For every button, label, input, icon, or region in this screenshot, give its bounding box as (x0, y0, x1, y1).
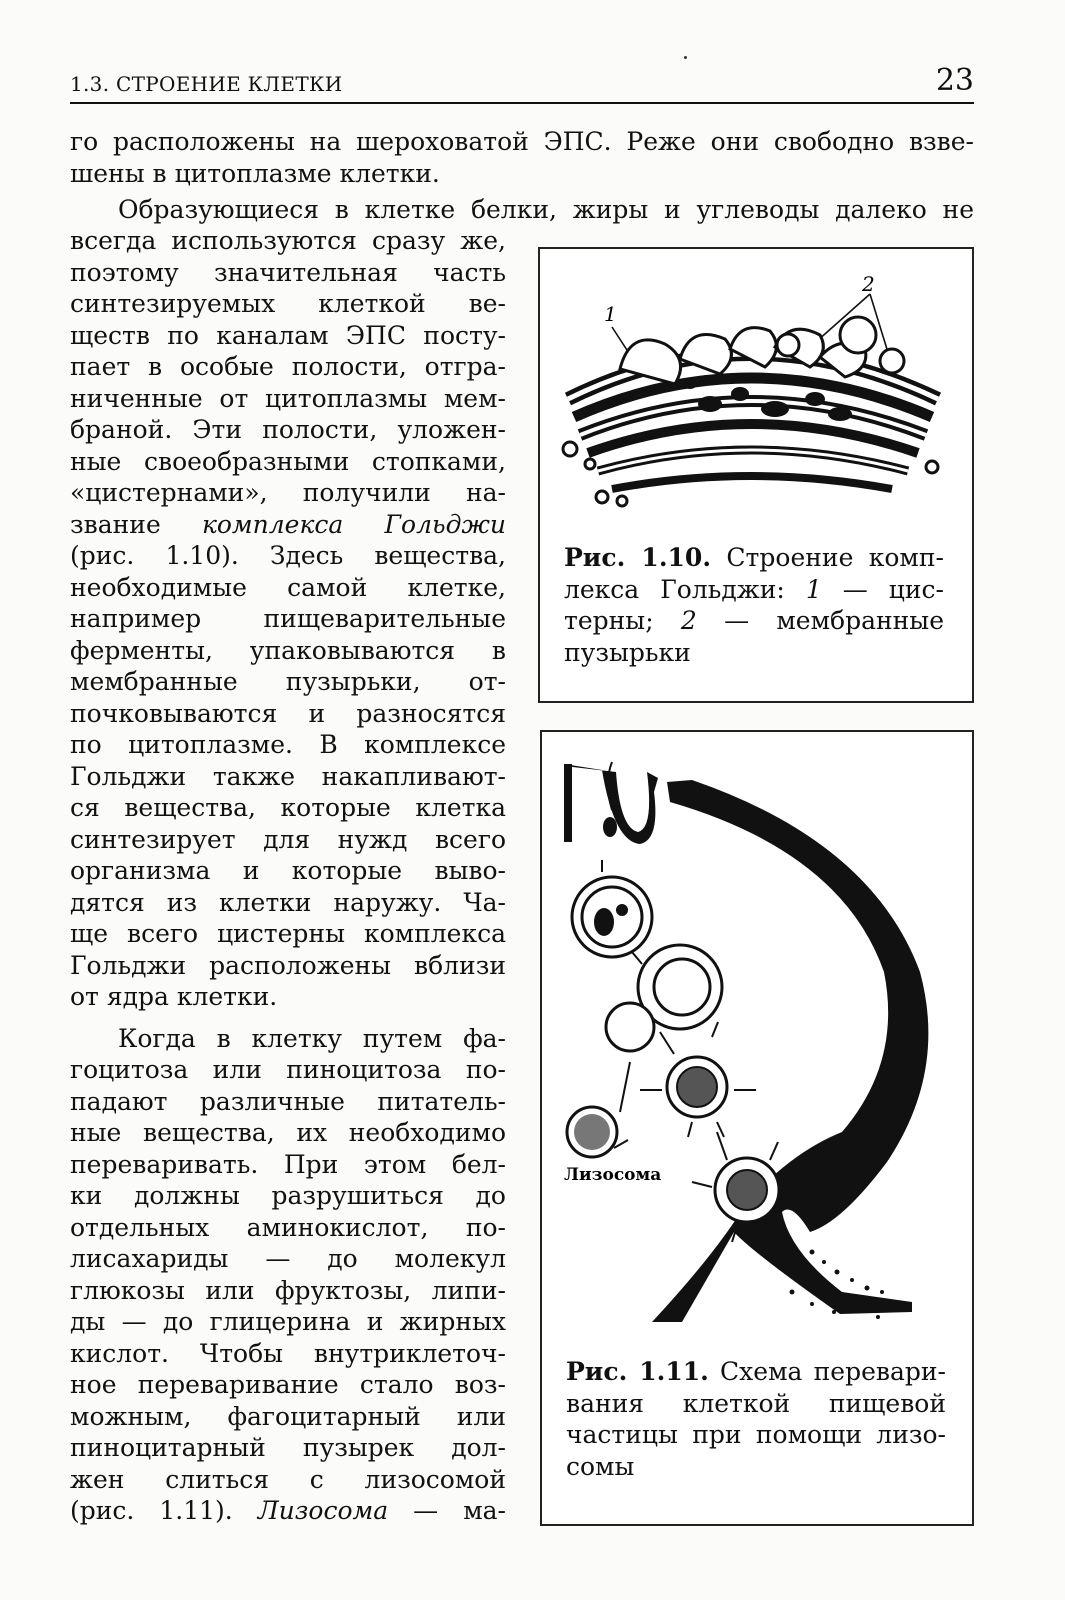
caption-text: лекса Гольджи: (564, 574, 806, 604)
line-prefix: (рис. 1.11). (70, 1496, 258, 1525)
caption-index: 1 (805, 574, 822, 604)
text-line: Гольджи расположены вблизи (70, 950, 506, 980)
text-line: всегда используются сразу же, (70, 226, 506, 255)
text-line: ное переваривание стало воз- (70, 1370, 506, 1399)
text-line: Образующиеся в клетке белки, жиры и углеводы далеко не (118, 195, 974, 224)
text-line: ществ по каналам ЭПС посту- (70, 320, 506, 350)
caption-index: 2 (680, 606, 697, 635)
caption-text: Строение комп- (711, 543, 944, 572)
left-column (70, 225, 506, 1527)
caption-line: частицы при помощи лизо- (566, 1420, 946, 1449)
text-line: шены в цитоплазме клетки. (70, 158, 440, 188)
text-line: почковываются и разносятся (70, 698, 506, 728)
caption-line (566, 1356, 946, 1388)
text-line: ся вещества, которые клетка (70, 793, 506, 822)
caption-text: — мембранные (696, 606, 944, 635)
text-line: Гольджи также накапливают- (70, 761, 506, 791)
running-header (70, 63, 974, 104)
text-line: го расположены на шероховатой ЭПС. Реже они свободно взве- (70, 127, 974, 156)
label-lysosome: Лизосома (564, 1165, 662, 1185)
digestion-illustration (542, 732, 972, 1342)
caption-line (564, 605, 944, 637)
paragraph-2-first-line (70, 194, 974, 226)
caption-line (564, 574, 944, 606)
caption-line (564, 542, 944, 574)
caption-text: терны; (564, 606, 681, 635)
caption-1-10 (564, 542, 944, 668)
text-line: (рис. 1.10). Здесь вещества, (70, 541, 506, 570)
primary-lysosome (606, 1003, 654, 1051)
food-particle (594, 908, 614, 936)
caption-number: Рис. 1.10. (564, 543, 712, 572)
text-line: отдельных аминокислот, по- (70, 1212, 506, 1242)
text-line-with-term (70, 509, 506, 541)
text-line: ферменты, упаковываются в (70, 635, 506, 665)
line-suffix: — ма- (388, 1496, 506, 1525)
text-line: синтезирует для нужд всего (70, 824, 506, 854)
text-line: поэтому значительная часть (70, 257, 506, 287)
line-prefix: звание (70, 509, 202, 539)
text-line: «цистернами», получили на- (70, 478, 506, 507)
text-line: мембранные пузырьки, от- (70, 667, 506, 696)
text-line: необходимые самой клетке, (70, 572, 506, 602)
text-line: организма и которые выво- (70, 856, 506, 885)
text-line: браной. Эти полости, уложен- (70, 415, 506, 444)
text-line: синтезируемых клеткой ве- (70, 289, 506, 318)
intro-paragraph (70, 126, 974, 189)
term-golgi: комплекса Гольджи (201, 509, 506, 539)
caption-text: — цис- (821, 574, 944, 604)
term-lysosome: Лизосома (257, 1496, 389, 1525)
golgi-cisternae (568, 354, 938, 489)
text-line: переваривать. При этом бел- (70, 1149, 506, 1179)
text-line: пиноцитарный пузырек дол- (70, 1433, 506, 1462)
text-line: кислот. Чтобы внутриклеточ- (70, 1338, 506, 1368)
text-line: ды — до глицерина и жирных (70, 1307, 506, 1336)
caption-line: пузырьки (564, 637, 691, 667)
text-line: пает в особые полости, отгра- (70, 352, 506, 381)
text-line: лисахариды — до молекул (70, 1244, 506, 1273)
text-line: от ядра клетки. (70, 982, 278, 1011)
caption-text: Схема перевари- (708, 1357, 946, 1386)
label-1: 1 (604, 302, 617, 326)
text-line: гоцитоза или пиноцитоза по- (70, 1055, 506, 1084)
text-line: жен слиться с лизосомой (70, 1464, 506, 1494)
section-title: 1.3. СТРОЕНИЕ КЛЕТКИ (70, 72, 343, 96)
caption-line: сомы (566, 1451, 635, 1481)
caption-line: вания клеткой пищевой (566, 1388, 946, 1418)
text-line: глюкозы или фруктозы, липи- (70, 1275, 506, 1305)
golgi-illustration (540, 249, 972, 534)
figure-golgi-complex (538, 247, 974, 703)
text-line: по цитоплазме. В комплексе (70, 730, 506, 759)
text-line: ще всего цистерны комплекса (70, 919, 506, 948)
caption-number: Рис. 1.11. (566, 1357, 709, 1386)
print-speck (684, 56, 687, 59)
page-number: 23 (935, 63, 974, 98)
text-line: можным, фагоцитарный или (70, 1401, 506, 1431)
text-line: ниченные от цитоплазмы мем- (70, 383, 506, 413)
figure-lysosome-digestion (540, 730, 974, 1526)
text-line: ки должны разрушиться до (70, 1181, 506, 1210)
text-line: например пищеварительные (70, 604, 506, 633)
text-line: дятся из клетки наружу. Ча- (70, 887, 506, 917)
text-line: Когда в клетку путем фа- (118, 1023, 506, 1053)
text-line: ные своеобразными стопками, (70, 446, 506, 476)
text-line: падают различные питатель- (70, 1086, 506, 1116)
caption-1-11 (566, 1356, 946, 1482)
membrane-gap (660, 776, 664, 790)
text-line: ные вещества, их необходимо (70, 1118, 506, 1147)
label-2: 2 (862, 272, 875, 296)
text-line-with-term (70, 1495, 506, 1527)
